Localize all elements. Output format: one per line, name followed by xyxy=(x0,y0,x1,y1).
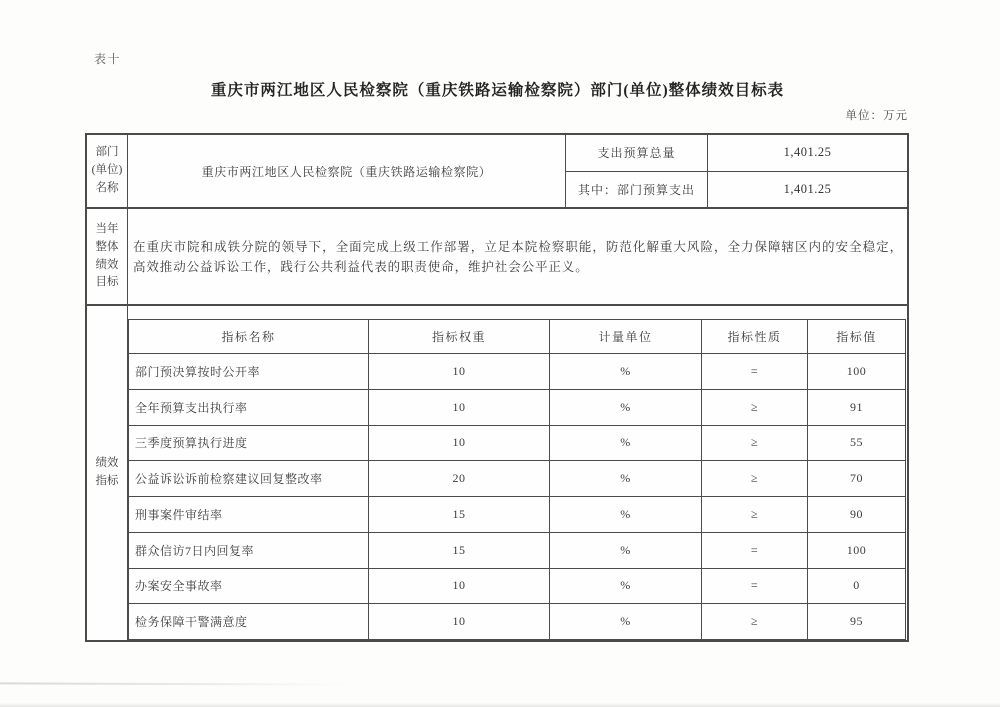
indicator-weight: 15 xyxy=(369,533,550,568)
indicator-value: 90 xyxy=(850,506,863,521)
indicator-name: 检务保障干警满意度 xyxy=(129,604,369,639)
indicator-nature: ≥ xyxy=(702,604,808,639)
department-label-cell xyxy=(87,135,128,207)
annual-goal-text: 在重庆市院和成铁分院的领导下，全面完成上级工作部署，立足本院检察职能，防范化解重大风险，全力保障辖区内的安全稳定，高效推动公益诉讼工作，践行公共利益代表的职责使命，维护社会公平正义。 xyxy=(133,239,903,274)
indicator-row xyxy=(129,353,905,389)
col-header-nature: 指标性质 xyxy=(702,320,808,353)
indicator-value: 91 xyxy=(850,399,863,414)
indicator-value: 55 xyxy=(850,435,863,450)
indicator-nature: = xyxy=(702,354,808,389)
indicator-unit: % xyxy=(550,426,702,461)
indicator-nature: = xyxy=(702,569,808,604)
indicator-unit: % xyxy=(550,533,702,568)
indicators-content xyxy=(128,306,907,640)
indicator-value: 100 xyxy=(846,363,867,378)
department-name-cell: 重庆市两江地区人民检察院（重庆铁路运输检察院） xyxy=(128,135,566,207)
budget-total-value: 1,401.25 xyxy=(783,145,832,160)
indicator-row xyxy=(129,425,905,461)
indicator-nature: ≥ xyxy=(702,426,808,461)
indicator-unit: % xyxy=(550,497,702,532)
annual-goal-label-line: 绩效 xyxy=(95,258,119,271)
annual-goal-label-line: 整体 xyxy=(95,240,119,253)
indicator-weight: 15 xyxy=(369,497,550,532)
indicator-unit: % xyxy=(550,604,702,639)
department-label-line: (单位) xyxy=(91,164,123,177)
indicator-weight: 10 xyxy=(369,604,550,639)
indicators-header-row xyxy=(129,320,905,353)
indicator-unit: % xyxy=(550,354,702,389)
annual-goal-label-line: 目标 xyxy=(95,276,119,289)
annual-goal-content xyxy=(128,209,907,304)
indicator-name: 刑事案件审结率 xyxy=(129,497,369,532)
indicator-row xyxy=(129,603,905,639)
budget-total-row xyxy=(566,135,907,171)
scan-edge-shadow xyxy=(0,703,1000,707)
indicator-value: 70 xyxy=(850,471,863,486)
indicators-label-line: 指标 xyxy=(95,475,119,487)
indicators-table xyxy=(128,319,906,640)
col-header-value: 指标值 xyxy=(836,330,877,344)
department-content xyxy=(128,135,907,207)
indicator-name: 公益诉讼诉前检察建议回复整改率 xyxy=(129,461,369,496)
department-label-line: 名称 xyxy=(95,181,119,194)
indicator-row xyxy=(129,496,905,532)
budget-column xyxy=(566,135,907,207)
annual-goal-label-line: 当年 xyxy=(95,222,119,235)
indicators-label-line: 绩效 xyxy=(95,457,119,470)
indicator-name: 群众信访7日内回复率 xyxy=(129,533,369,568)
indicator-row xyxy=(129,568,905,604)
performance-target-table xyxy=(85,133,909,642)
indicator-name: 部门预决算按时公开率 xyxy=(129,354,369,389)
indicator-unit: % xyxy=(550,390,702,425)
department-label-line: 部门 xyxy=(95,146,119,159)
indicator-row xyxy=(129,389,905,425)
indicator-unit: % xyxy=(550,461,702,496)
col-header-name: 指标名称 xyxy=(129,320,369,353)
scan-artifact-line xyxy=(0,682,348,685)
indicator-name: 三季度预算执行进度 xyxy=(129,426,369,461)
indicator-value: 0 xyxy=(853,578,860,593)
indicator-row xyxy=(129,532,905,568)
indicator-value: 100 xyxy=(846,542,867,557)
col-header-unit: 计量单位 xyxy=(550,320,702,353)
col-header-weight: 指标权重 xyxy=(369,320,550,353)
indicator-unit: % xyxy=(550,569,702,604)
indicator-weight: 10 xyxy=(369,390,550,425)
indicator-weight: 20 xyxy=(369,461,550,496)
indicator-weight: 10 xyxy=(369,354,550,389)
budget-dept-label: 其中：部门预算支出 xyxy=(566,172,708,208)
indicator-weight: 10 xyxy=(369,569,550,604)
indicator-nature: ≥ xyxy=(702,497,808,532)
indicator-nature: ≥ xyxy=(702,390,808,425)
indicator-value: 95 xyxy=(850,614,863,629)
section-indicators xyxy=(87,306,907,640)
budget-dept-row xyxy=(566,171,907,208)
page-title: 重庆市两江地区人民检察院（重庆铁路运输检察院）部门(单位)整体绩效目标表 xyxy=(210,82,785,99)
section-department xyxy=(87,135,907,209)
indicators-label-cell xyxy=(87,306,128,640)
indicator-name: 全年预算支出执行率 xyxy=(129,390,369,425)
indicator-nature: ≥ xyxy=(702,461,808,496)
unit-note: 单位：万元 xyxy=(845,110,908,122)
indicator-row xyxy=(129,460,905,496)
indicator-nature: = xyxy=(702,533,808,568)
section-annual-goal xyxy=(87,209,907,306)
indicator-name: 办案安全事故率 xyxy=(129,569,369,604)
table-number-tag: 表十 xyxy=(94,52,122,66)
annual-goal-label-cell xyxy=(87,209,128,304)
indicator-weight: 10 xyxy=(369,426,550,461)
budget-total-label: 支出预算总量 xyxy=(566,135,708,171)
budget-dept-value: 1,401.25 xyxy=(783,181,832,196)
